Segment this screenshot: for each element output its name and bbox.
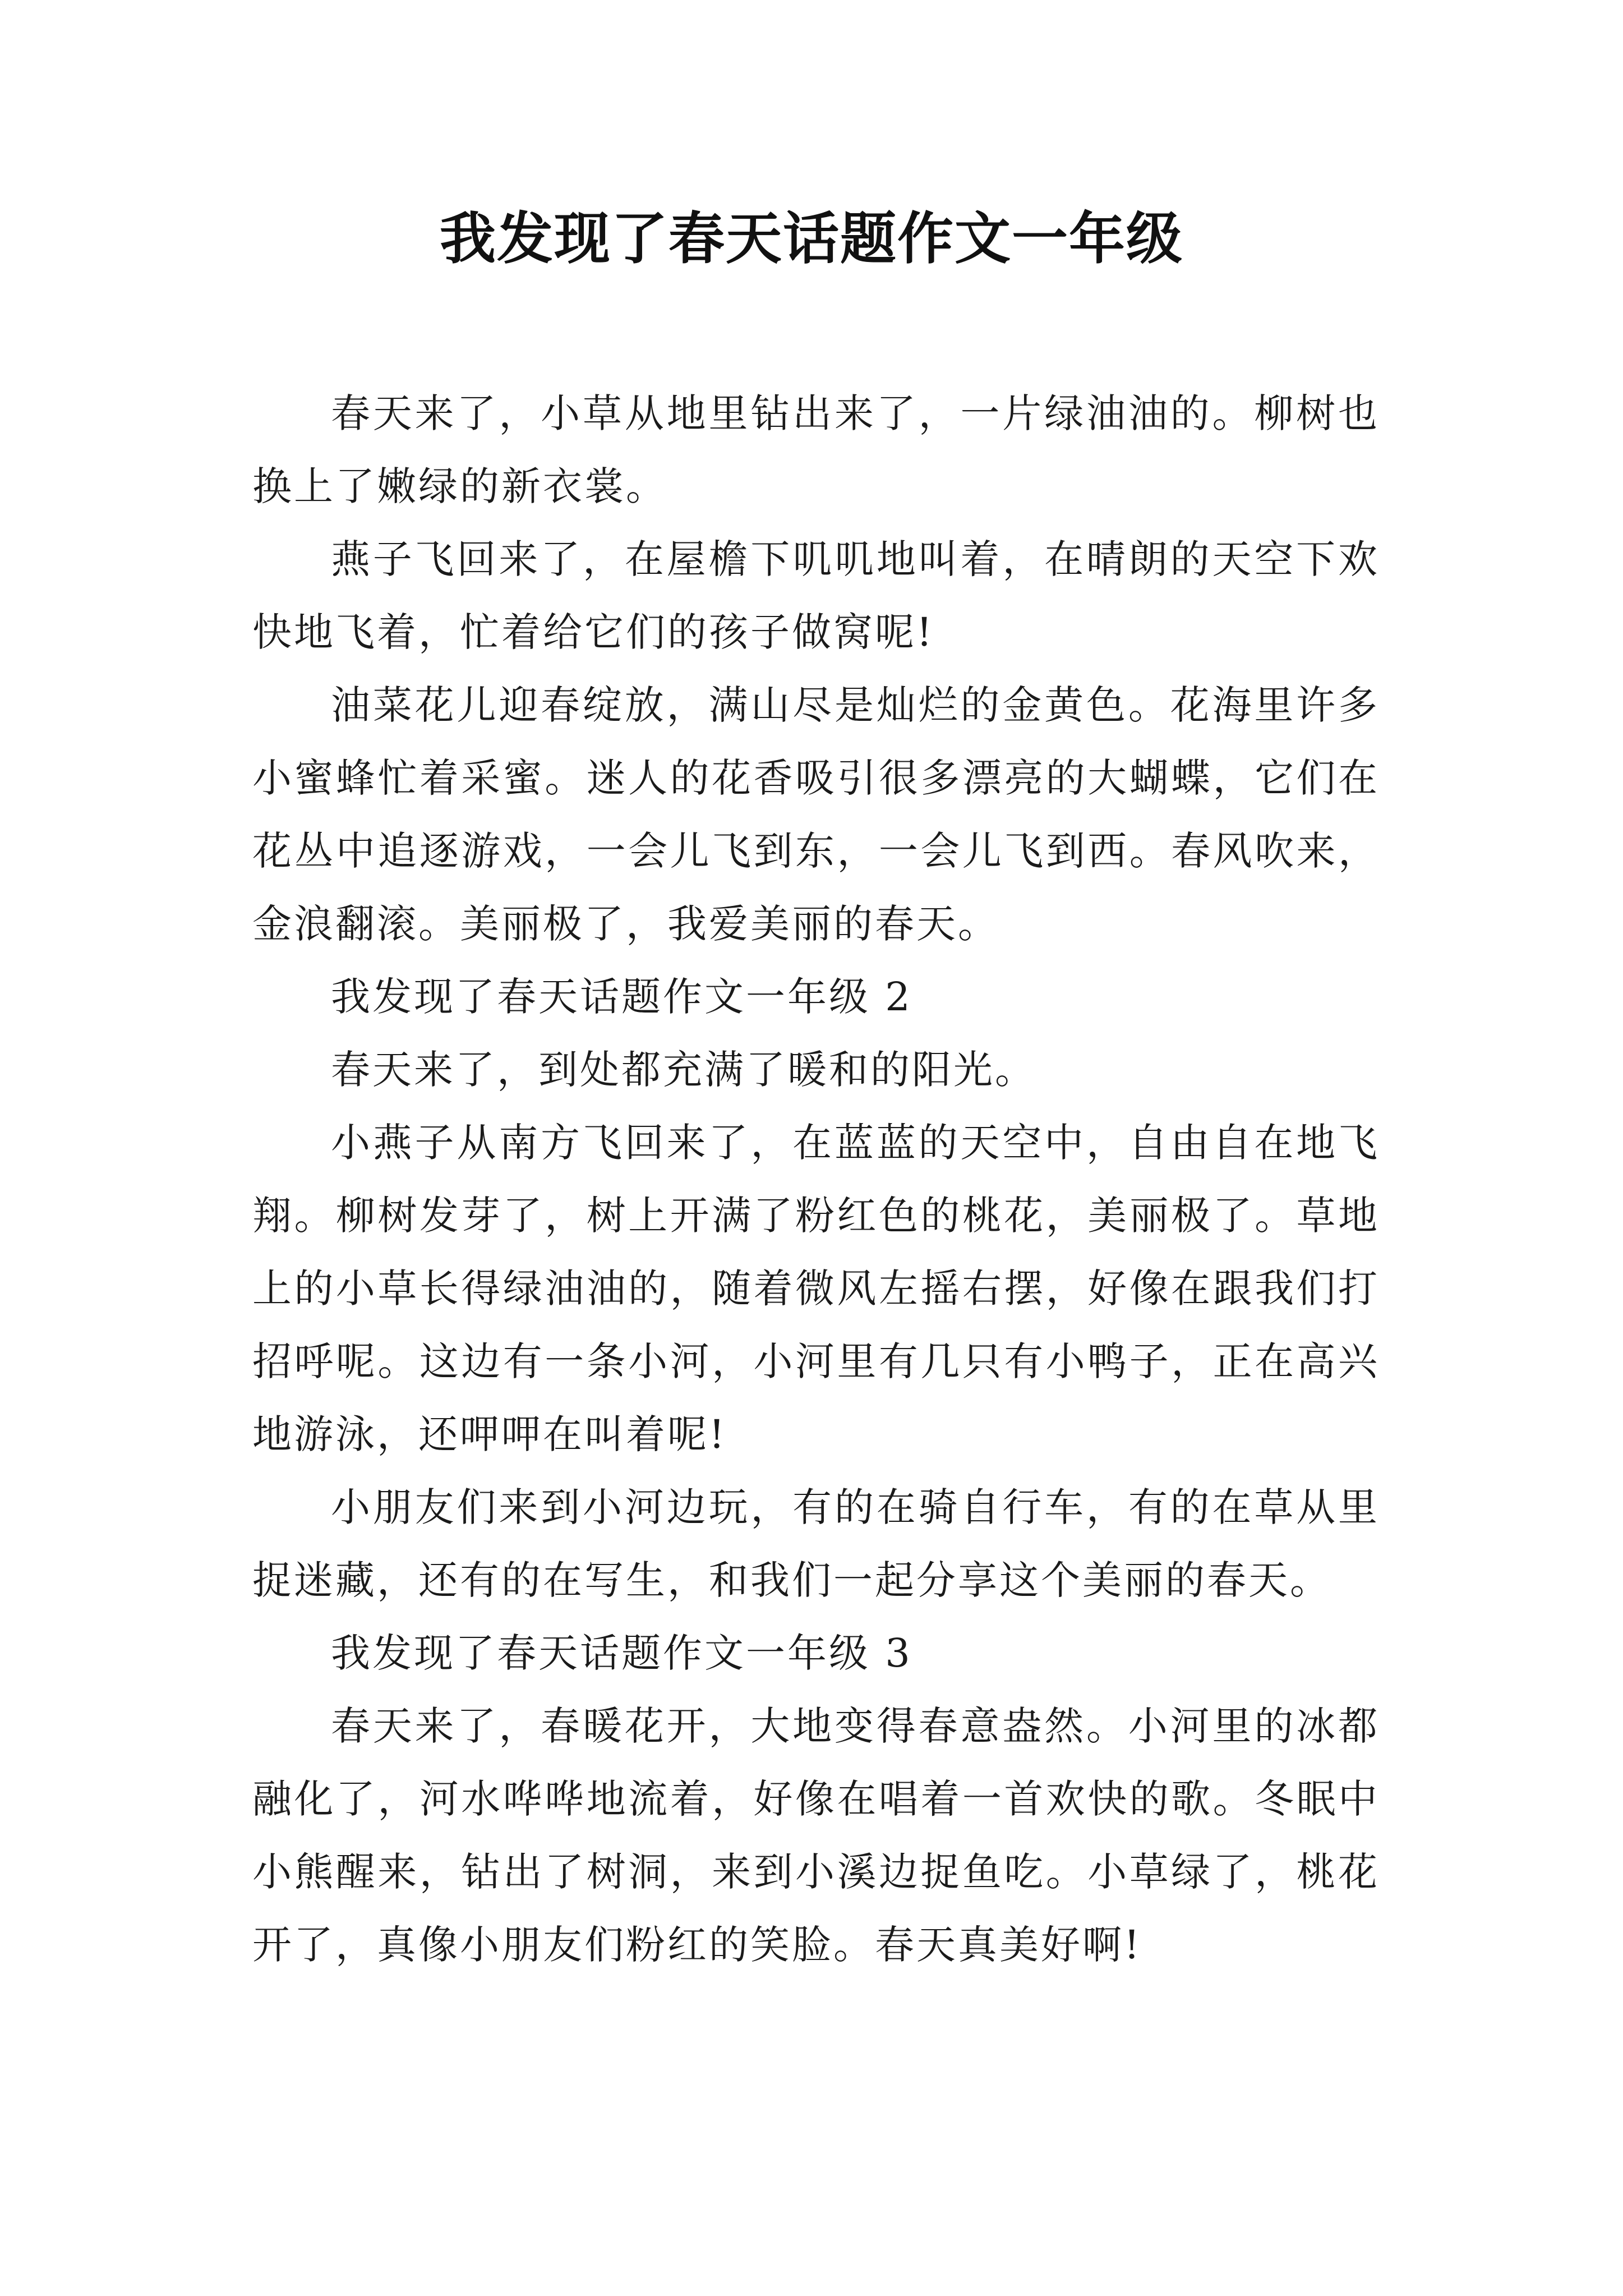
document-title: 我发现了春天话题作文一年级 <box>440 205 1183 272</box>
paragraph-2: 燕子飞回来了，在屋檐下叽叽地叫着，在晴朗的天空下欢快地飞着，忙着给它们的孩子做窝呢! <box>252 536 1380 655</box>
section-heading-2: 我发现了春天话题作文一年级 2 <box>331 974 912 1020</box>
document-body <box>252 377 1380 1981</box>
paragraph-6: 小朋友们来到小河边玩，有的在骑自行车，有的在草从里捉迷藏，还有的在写生，和我们一起分享这个美丽的春天。 <box>252 1484 1380 1603</box>
paragraph-3: 油菜花儿迎春绽放，满山尽是灿烂的金黄色。花海里许多小蜜蜂忙着采蜜。迷人的花香吸引很多漂亮的大蝴蝶，它们在花丛中追逐游戏，一会儿飞到东，一会儿飞到西。春风吹来，金浪翻滚。美丽极了，我爱美丽的春天。 <box>252 682 1380 947</box>
paragraph-5: 小燕子从南方飞回来了，在蓝蓝的天空中，自由自在地飞翔。柳树发芽了，树上开满了粉红色的桃花，美丽极了。草地上的小草长得绿油油的，随着微风左摇右摆，好像在跟我们打招呼呢。这边有一条小河，小河里有几只有小鸭子，正在高兴地游泳，还呷呷在叫着呢! <box>252 1120 1380 1457</box>
paragraph-7: 春天来了，春暖花开，大地变得春意盎然。小河里的冰都融化了，河水哗哗地流着，好像在唱着一首欢快的歌。冬眠中小熊醒来，钻出了树洞，来到小溪边捉鱼吃。小草绿了，桃花开了，真像小朋友们粉红的笑脸。春天真美好啊! <box>252 1703 1380 1968</box>
paragraph-1: 春天来了，小草从地里钻出来了，一片绿油油的。柳树也换上了嫩绿的新衣裳。 <box>252 390 1380 509</box>
paragraph-4: 春天来了，到处都充满了暖和的阳光。 <box>331 1047 1036 1093</box>
section-heading-3: 我发现了春天话题作文一年级 3 <box>331 1630 912 1676</box>
